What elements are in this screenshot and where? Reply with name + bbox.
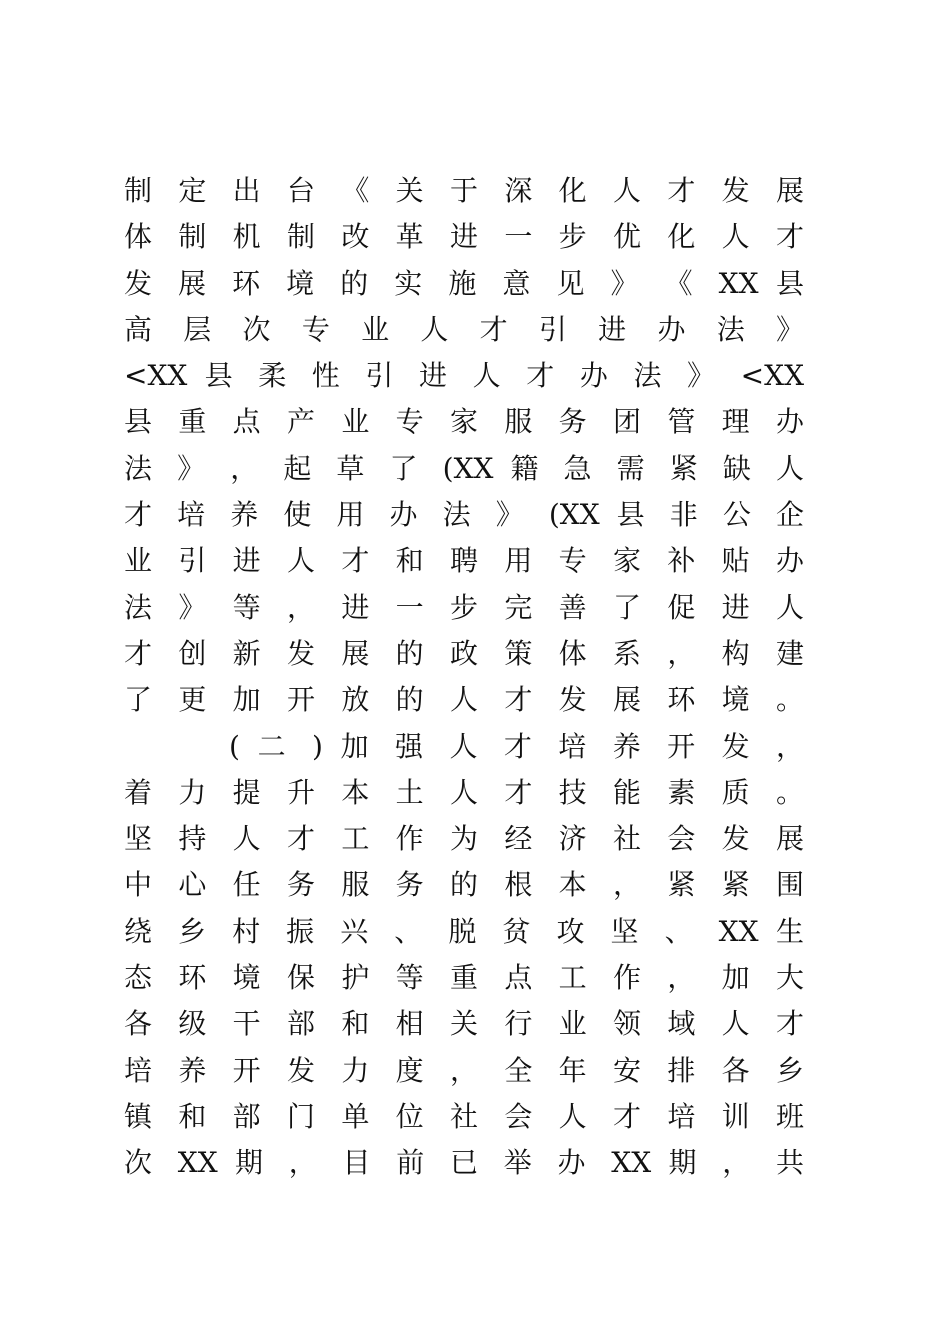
- text-line: 中 心 任 务 服 务 的 根 本 ， 紧 紧 围: [124, 868, 804, 902]
- text-line: 态 环 境 保 护 等 重 点 工 作 ， 加 大: [124, 961, 804, 995]
- text-line: 发 展 环 境 的 实 施 意 见 》 《 XX 县: [124, 266, 804, 300]
- text-line: 法 》 等 ， 进 一 步 完 善 了 促 进 人: [124, 590, 804, 624]
- text-line: 坚 持 人 才 工 作 为 经 济 社 会 发 展: [124, 822, 804, 856]
- body-text: [124, 168, 804, 1187]
- text-line: 制 定 出 台 《 关 于 深 化 人 才 发 展: [124, 174, 804, 207]
- text-line: <XX 县 柔 性 引 进 人 才 办 法 》 <XX: [124, 359, 804, 393]
- text-line: 次 XX 期 ， 目 前 已 举 办 XX 期 ， 共: [124, 1146, 804, 1180]
- text-line: 体 制 机 制 改 革 进 一 步 优 化 人 才: [124, 220, 804, 254]
- text-line: 各 级 干 部 和 相 关 行 业 领 域 人 才: [124, 1007, 804, 1041]
- text-line: 镇 和 部 门 单 位 社 会 人 才 培 训 班: [124, 1099, 804, 1133]
- text-line: 法 》 ， 起 草 了 (XX 籍 急 需 紧 缺 人: [124, 451, 804, 485]
- text-line: 业 引 进 人 才 和 聘 用 专 家 补 贴 办: [124, 544, 804, 578]
- text-line: 才 创 新 发 展 的 政 策 体 系 ， 构 建: [124, 636, 804, 670]
- text-line: 了 更 加 开 放 的 人 才 发 展 环 境 。: [124, 683, 804, 717]
- text-line: 县 重 点 产 业 专 家 服 务 团 管 理 办: [124, 405, 804, 439]
- text-line: 高 层 次 专 业 人 才 引 进 办 法 》: [124, 312, 804, 346]
- text-line: 培 养 开 发 力 度 ， 全 年 安 排 各 乡: [124, 1053, 804, 1087]
- text-line: 绕 乡 村 振 兴 、 脱 贫 攻 坚 、 XX 生: [124, 914, 804, 948]
- text-line: 着 力 提 升 本 土 人 才 技 能 素 质 。: [124, 775, 804, 809]
- text-line: 才 培 养 使 用 办 法 》 (XX 县 非 公 企: [124, 498, 804, 532]
- section-heading-line: ( 二 ) 加 强 人 才 培 养 开 发 ，: [229, 729, 804, 763]
